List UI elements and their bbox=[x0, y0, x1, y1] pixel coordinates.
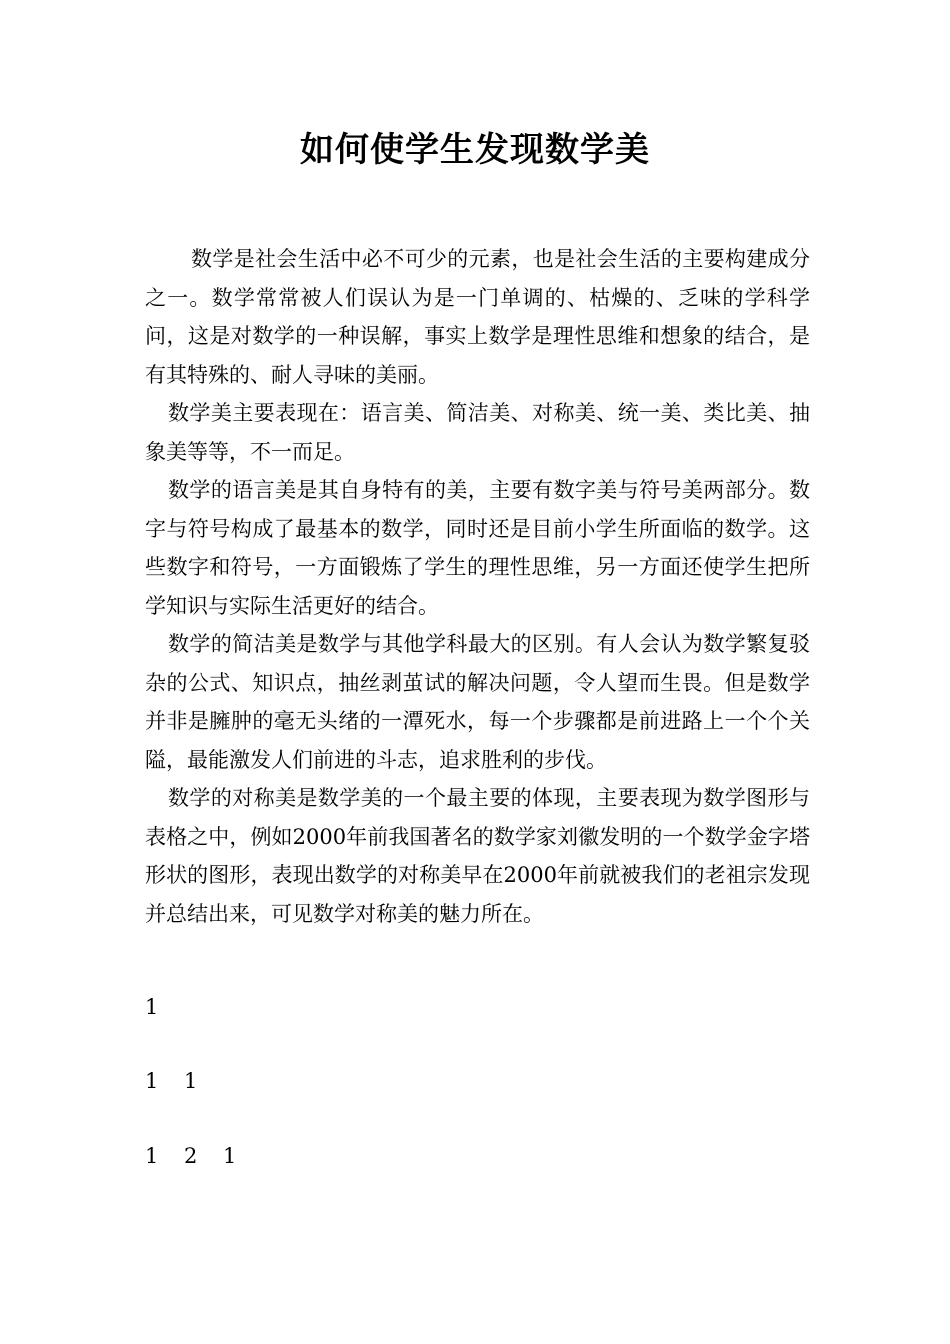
triangle-number: 2 bbox=[184, 1144, 198, 1168]
paragraph-symmetry-beauty: 数学的对称美是数学美的一个最主要的体现，主要表现为数学图形与表格之中，例如2000年前我国著名的数学家刘徽发明的一个数学金字塔形状的图形，表现出数学的对称美早在2000年前就被我们的老祖宗发现并总结出来，可见数学对称美的魅力所在。 bbox=[145, 786, 810, 926]
paragraph-language-beauty: 数学的语言美是其自身特有的美，主要有数字美与符号美两部分。数字与符号构成了最基本的数学，同时还是目前小学生所面临的数学。这些数字和符号，一方面锻炼了学生的理性思维，另一方面还使学生把所学知识与实际生活更好的结合。 bbox=[145, 478, 810, 618]
number-triangle-row-1 bbox=[145, 992, 184, 1022]
number-triangle-row-3 bbox=[145, 1141, 262, 1171]
triangle-number: 1 bbox=[223, 1144, 237, 1168]
paragraph-beauty-types: 数学美主要表现在：语言美、简洁美、对称美、统一美、类比美、抽象美等等，不一而足。 bbox=[145, 401, 810, 464]
triangle-number: 1 bbox=[184, 1069, 198, 1093]
number-triangle-row-2 bbox=[145, 1066, 223, 1096]
triangle-number: 1 bbox=[145, 1069, 159, 1093]
document-title: 如何使学生发现数学美 bbox=[300, 130, 650, 170]
document-body bbox=[145, 240, 810, 933]
paragraph-intro: 数学是社会生活中必不可少的元素，也是社会生活的主要构建成分之一。数学常常被人们误认为是一门单调的、枯燥的、乏味的学科学问，这是对数学的一种误解，事实上数学是理性思维和想象的结合，是有其特殊的、耐人寻味的美丽。 bbox=[145, 247, 810, 387]
triangle-number: 1 bbox=[145, 995, 159, 1019]
triangle-number: 1 bbox=[145, 1144, 159, 1168]
paragraph-simplicity-beauty: 数学的简洁美是数学与其他学科最大的区别。有人会认为数学繁复驳杂的公式、知识点，抽丝剥茧试的解决问题，令人望而生畏。但是数学并非是臃肿的毫无头绪的一潭死水，每一个步骤都是前进路上一个个关隘，最能激发人们前进的斗志，追求胜利的步伐。 bbox=[145, 632, 810, 772]
